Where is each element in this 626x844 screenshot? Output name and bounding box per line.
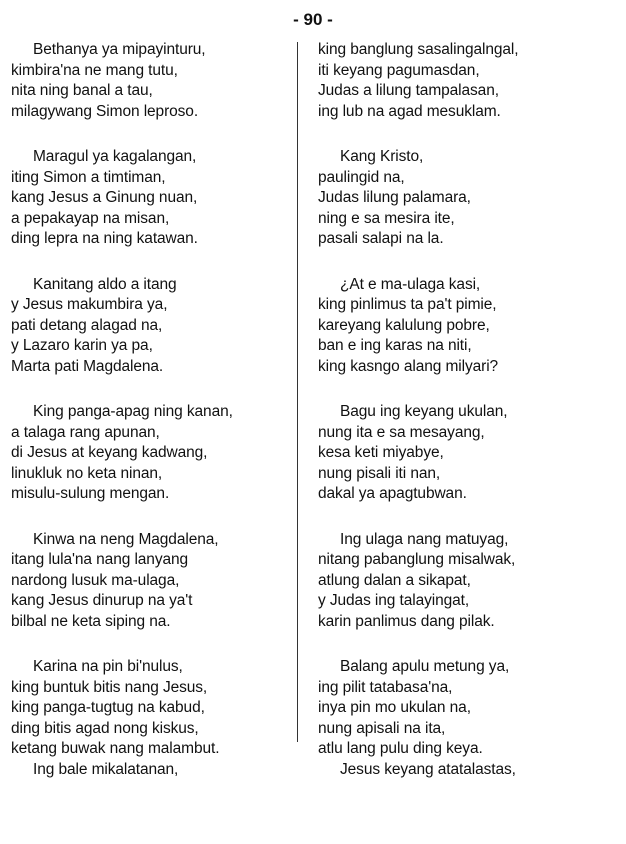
verse-line: nung pisali iti nan,: [318, 464, 441, 482]
verse-line: Balang apulu metung ya,: [340, 658, 510, 675]
verse-line: King panga-apag ning kanan,: [33, 403, 233, 420]
verse-line: ing pilit tatabasa'na,: [318, 678, 453, 696]
stanza: [11, 530, 296, 633]
verse-line: kang Jesus dinurup na ya't: [11, 592, 193, 609]
verse-line: y Lazaro karin ya pa,: [11, 337, 153, 354]
verse-line: ban e ing karas na niti,: [318, 337, 472, 354]
verse-line: a pepakayap na misan,: [11, 209, 170, 227]
verse-line: ¿At e ma-ulaga kasi,: [340, 275, 481, 293]
verse-line: inya pin mo ukulan na,: [318, 699, 471, 716]
verse-line: itang lula'na nang lanyang: [11, 551, 189, 568]
verse-line: dakal ya apagtubwan.: [318, 485, 467, 502]
verse-line: ding bitis agad nong kiskus,: [11, 719, 199, 737]
stanza: [11, 657, 296, 780]
stanza: [318, 657, 618, 780]
verse-line: iting Simon a timtiman,: [11, 168, 166, 186]
verse-line: Maragul ya kagalangan,: [33, 148, 197, 165]
verse-line: Ing ulaga nang matuyag,: [340, 530, 509, 548]
stanza: [11, 275, 296, 378]
verse-line: Karina na pin bi'nulus,: [33, 658, 183, 675]
verse-line: linukluk no keta ninan,: [11, 464, 163, 482]
verse-line: Marta pati Magdalena.: [11, 357, 164, 375]
verse-line: atlung dalan a sikapat,: [318, 571, 471, 589]
verse-line: kesa keti miyabye,: [318, 444, 444, 461]
verse-line: Kanitang aldo a itang: [33, 275, 177, 293]
right-column: [318, 40, 618, 805]
verse-line: king panga-tugtug na kabud,: [11, 699, 205, 716]
verse-line: nardong lusuk ma-ulaga,: [11, 571, 180, 589]
verse-line: kareyang kalulung pobre,: [318, 316, 490, 334]
verse-line: kimbira'na ne mang tutu,: [11, 61, 178, 79]
verse-line: Ing bale mikalatanan,: [33, 760, 179, 778]
verse-line: nitang pabanglung misalwak,: [318, 551, 516, 568]
verse-line: y Judas ing talayingat,: [318, 592, 470, 609]
verse-line: di Jesus at keyang kadwang,: [11, 444, 208, 461]
verse-line: ing lub na agad mesuklam.: [318, 102, 501, 120]
verse-line: bilbal ne keta siping na.: [11, 612, 171, 630]
verse-line: Kinwa na neng Magdalena,: [33, 530, 219, 548]
verse-line: Jesus keyang atatalastas,: [340, 760, 516, 778]
stanza: [318, 275, 618, 378]
stanza: [11, 402, 296, 505]
stanza: [11, 40, 296, 122]
verse-line: Bethanya ya mipayinturu,: [33, 41, 206, 58]
column-divider: [297, 42, 298, 742]
verse-line: Judas lilung palamara,: [318, 189, 471, 206]
page-number: - 90 -: [293, 10, 333, 29]
stanza: [11, 147, 296, 250]
verse-line: ketang buwak nang malambut.: [11, 740, 220, 757]
verse-line: Bagu ing keyang ukulan,: [340, 403, 508, 420]
verse-line: pati detang alagad na,: [11, 316, 163, 334]
verse-line: nung apisali na ita,: [318, 719, 446, 737]
verse-line: karin panlimus dang pilak.: [318, 612, 495, 630]
verse-line: Judas a lilung tampalasan,: [318, 82, 499, 99]
verse-line: iti keyang pagumasdan,: [318, 61, 480, 79]
verse-line: misulu-sulung mengan.: [11, 485, 170, 502]
verse-line: king kasngo alang milyari?: [318, 357, 499, 375]
verse-line: milagywang Simon leproso.: [11, 102, 199, 120]
verse-line: king buntuk bitis nang Jesus,: [11, 678, 208, 696]
stanza: [318, 147, 618, 250]
verse-line: Kang Kristo,: [340, 148, 424, 165]
verse-line: ning e sa mesira ite,: [318, 209, 455, 227]
verse-line: nita ning banal a tau,: [11, 82, 153, 99]
stanza: [318, 402, 618, 505]
verse-line: kang Jesus a Ginung nuan,: [11, 189, 198, 206]
verse-line: king banglung sasalingalngal,: [318, 41, 519, 58]
verse-line: pasali salapi na la.: [318, 230, 444, 247]
verse-line: nung ita e sa mesayang,: [318, 423, 485, 441]
stanza: [318, 40, 618, 122]
verse-line: y Jesus makumbira ya,: [11, 296, 168, 313]
stanza: [318, 530, 618, 633]
verse-line: a talaga rang apunan,: [11, 423, 160, 441]
verse-line: paulingid na,: [318, 168, 405, 186]
verse-line: ding lepra na ning katawan.: [11, 230, 198, 247]
verse-line: atlu lang pulu ding keya.: [318, 740, 483, 757]
left-column: [11, 40, 296, 805]
verse-line: king pinlimus ta pa't pimie,: [318, 296, 497, 313]
